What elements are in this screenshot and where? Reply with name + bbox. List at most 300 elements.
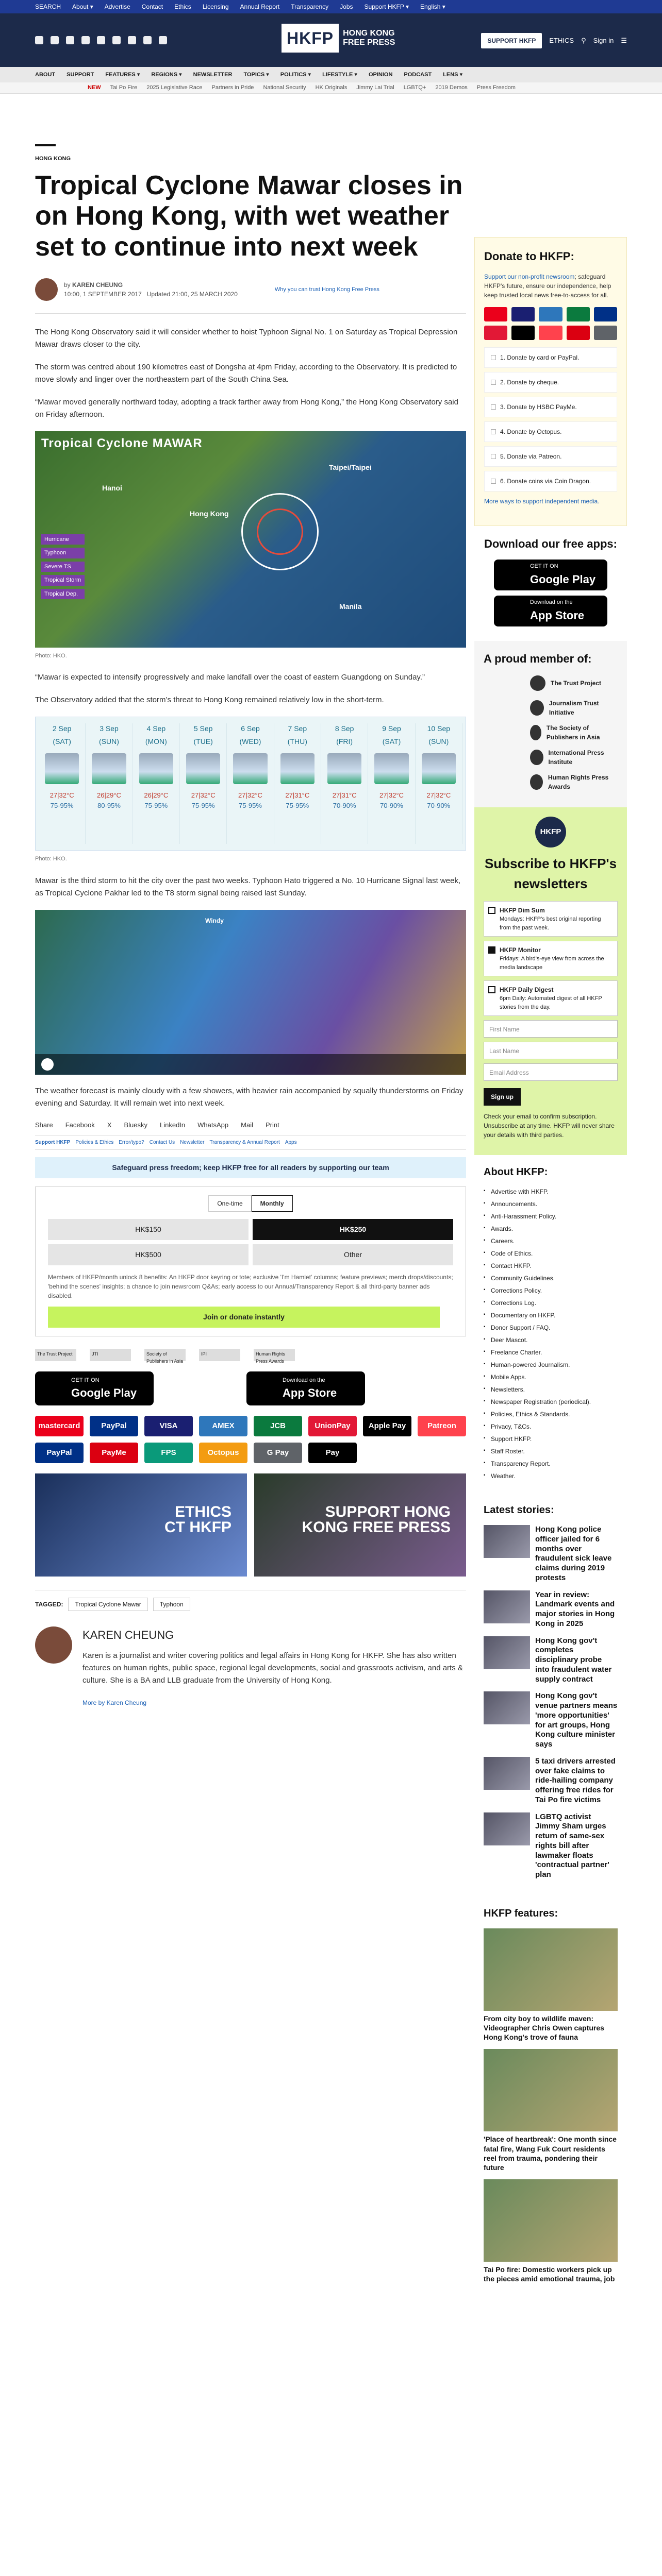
about-link[interactable]: ▪ Advertise with HKFP. bbox=[484, 1187, 618, 1196]
share-facebook[interactable]: Facebook bbox=[65, 1121, 95, 1129]
newsletter-option[interactable] bbox=[484, 941, 618, 976]
byline-text bbox=[64, 280, 238, 299]
about-link[interactable]: ▪ Transparency Report. bbox=[484, 1459, 618, 1468]
chevron-icon bbox=[491, 429, 496, 434]
forecast-date: 4 Sep bbox=[146, 724, 166, 733]
article-tags bbox=[35, 1590, 466, 1611]
forecast-date: 5 Sep bbox=[193, 724, 213, 733]
footer-link[interactable]: Newsletter bbox=[180, 1140, 205, 1146]
share-bluesky[interactable]: Bluesky bbox=[124, 1121, 147, 1129]
member-logo[interactable] bbox=[530, 773, 618, 791]
donate-option-label: 1. Donate by card or PayPal. bbox=[500, 354, 580, 361]
nav-newsletter[interactable]: NEWSLETTER bbox=[193, 71, 233, 78]
chevron-icon bbox=[491, 454, 496, 459]
amount-options bbox=[48, 1219, 453, 1265]
first-name-field[interactable]: First Name bbox=[484, 1020, 618, 1038]
payment-logo: PayPal bbox=[35, 1443, 84, 1463]
play-icon[interactable] bbox=[41, 1058, 54, 1071]
instagram-icon[interactable] bbox=[66, 36, 74, 44]
about-link[interactable]: ▪ Support HKFP. bbox=[484, 1434, 618, 1444]
chevron-icon bbox=[491, 404, 496, 410]
story-item[interactable] bbox=[484, 1636, 618, 1685]
donate-widget bbox=[474, 237, 627, 526]
checkbox[interactable] bbox=[488, 907, 495, 914]
embed-controls bbox=[35, 1054, 466, 1075]
site-header bbox=[0, 13, 662, 67]
city-label: Taipei/Taipei bbox=[329, 463, 372, 471]
forecast-humidity: 70-90% bbox=[333, 801, 356, 809]
article-title: Tropical Cyclone Mawar closes in on Hong Kong, with wet weather set to continue into next week bbox=[35, 170, 463, 262]
story-headline[interactable]: Hong Kong gov't completes disciplinary probe into fraudulent water supply contract bbox=[535, 1636, 612, 1684]
logo-wordmark bbox=[343, 29, 395, 47]
about-link[interactable]: ▪ Staff Roster. bbox=[484, 1447, 618, 1456]
story-item[interactable] bbox=[484, 1590, 618, 1629]
membership-widget bbox=[474, 641, 627, 807]
banner-text: SUPPORT HONG KONG FREE PRESS bbox=[302, 1503, 451, 1536]
donate-option[interactable] bbox=[484, 372, 617, 393]
util-about[interactable]: About ▾ bbox=[72, 3, 93, 10]
footer-link[interactable]: Support HKFP bbox=[35, 1140, 71, 1146]
more-ways-link[interactable]: More ways to support independent media. bbox=[484, 498, 600, 505]
logo-mark: HKFP bbox=[282, 24, 339, 53]
story-thumbnail[interactable] bbox=[484, 1525, 530, 1558]
new-badge: NEW bbox=[88, 84, 101, 91]
trending-item[interactable]: HK Originals bbox=[315, 84, 347, 91]
payment-logo: Pay bbox=[308, 1443, 357, 1463]
nav-topics[interactable]: TOPICS ▾ bbox=[243, 71, 269, 78]
partner-logo[interactable]: IPI bbox=[199, 1349, 240, 1361]
forecast-date: 6 Sep bbox=[241, 724, 260, 733]
share-whatsapp[interactable]: WhatsApp bbox=[197, 1121, 229, 1129]
forecast-day bbox=[180, 723, 227, 844]
forecast-day bbox=[416, 723, 462, 844]
trending-nav bbox=[0, 82, 662, 94]
facebook-icon[interactable] bbox=[35, 36, 43, 44]
util-licensing[interactable]: Licensing bbox=[202, 3, 229, 10]
share-x[interactable]: X bbox=[107, 1121, 112, 1129]
nav-regions[interactable]: REGIONS ▾ bbox=[151, 71, 182, 78]
payme-icon bbox=[567, 326, 590, 340]
feature-headline[interactable]: From city boy to wildlife maven: Videographer Chris Owen captures Hong Kong's trove of fauna bbox=[484, 2014, 604, 2042]
search-link[interactable]: SEARCH bbox=[35, 3, 61, 10]
newsletter-option[interactable] bbox=[484, 901, 618, 937]
legend-item: Tropical Dep. bbox=[41, 589, 85, 600]
donate-option-label: 2. Donate by cheque. bbox=[500, 379, 559, 386]
support-banner[interactable] bbox=[254, 1473, 466, 1577]
threads-icon[interactable] bbox=[143, 36, 152, 44]
logo-line-1: HONG KONG bbox=[343, 29, 395, 38]
jcb-icon bbox=[567, 307, 590, 321]
city-label: Hanoi bbox=[102, 483, 122, 492]
visa-icon bbox=[511, 307, 535, 321]
forecast-weekday: (WED) bbox=[239, 737, 261, 746]
member-name: The Society of Publishers in Asia bbox=[546, 724, 600, 741]
legend-item: Hurricane bbox=[41, 534, 85, 545]
windy-logo: Windy bbox=[205, 917, 224, 924]
story-thumbnail[interactable] bbox=[484, 1636, 530, 1669]
weather-icon bbox=[139, 753, 173, 784]
forecast-day bbox=[133, 723, 180, 844]
donate-note-link[interactable]: Support our non-profit newsroom bbox=[484, 273, 575, 280]
story-thumbnail[interactable] bbox=[484, 1691, 530, 1724]
util-language[interactable]: English ▾ bbox=[420, 3, 445, 10]
share-linkedin[interactable]: LinkedIn bbox=[160, 1121, 186, 1129]
newsletter-title: Subscribe to HKFP's newsletters bbox=[484, 856, 617, 891]
util-transparency[interactable]: Transparency bbox=[291, 3, 329, 10]
forecast-humidity: 75-95% bbox=[144, 801, 168, 809]
story-item[interactable] bbox=[484, 1757, 618, 1805]
search-icon[interactable]: ⚲ bbox=[581, 37, 586, 45]
donate-option-label: 5. Donate via Patreon. bbox=[500, 453, 562, 460]
safeguard-banner: Safeguard press freedom; keep HKFP free for all readers by supporting our team bbox=[35, 1157, 466, 1178]
byline bbox=[35, 278, 466, 301]
about-link[interactable]: ▪ Community Guidelines. bbox=[484, 1274, 618, 1283]
story-headline[interactable]: Hong Kong gov't venue partners means 'more opportunities' for art groups, Hong Kong culture minister says bbox=[535, 1691, 618, 1749]
features-widget bbox=[474, 1896, 627, 2300]
partner-logo[interactable]: JTI bbox=[90, 1349, 131, 1361]
nav-lifestyle[interactable]: LIFESTYLE ▾ bbox=[322, 71, 357, 78]
latest-stories-widget bbox=[474, 1493, 627, 1896]
footer-link[interactable]: Policies & Ethics bbox=[75, 1140, 114, 1146]
store-buttons bbox=[35, 1371, 466, 1405]
forecast-day bbox=[321, 723, 368, 844]
support-hkfp-button[interactable]: SUPPORT HKFP bbox=[481, 33, 542, 48]
share-print[interactable]: Print bbox=[265, 1121, 279, 1129]
about-link[interactable]: ▪ Weather. bbox=[484, 1471, 618, 1481]
join-donate-button[interactable]: Join or donate instantly bbox=[48, 1307, 440, 1328]
unionpay-icon bbox=[484, 326, 507, 340]
trending-item[interactable]: Tai Po Fire bbox=[110, 84, 138, 91]
banner-text: ETHICS CT HKFP bbox=[164, 1503, 231, 1536]
social-links bbox=[35, 36, 167, 44]
feature-headline[interactable]: 'Place of heartbreak': One month since fatal fire, Wang Fuk Court residents reel from trauma, pondering their future bbox=[484, 2135, 617, 2172]
nav-features[interactable]: FEATURES ▾ bbox=[105, 71, 140, 78]
member-logo[interactable] bbox=[530, 699, 618, 717]
donate-note bbox=[484, 272, 617, 300]
about-link[interactable]: ▪ Freelance Charter. bbox=[484, 1348, 618, 1357]
footer-link[interactable]: Error/typo? bbox=[119, 1140, 144, 1146]
checkbox[interactable] bbox=[488, 986, 495, 993]
mail-icon[interactable] bbox=[159, 36, 167, 44]
forecast-weekday: (SAT) bbox=[53, 737, 71, 746]
donate-note-text: ; safeguard HKFP's future, ensure our independence, help keep trusted local news free-to-access for all. bbox=[484, 273, 611, 299]
about-link[interactable]: ▪ Policies, Ethics & Standards. bbox=[484, 1410, 618, 1419]
feature-image[interactable] bbox=[484, 1928, 618, 2011]
payment-logo: mastercard bbox=[35, 1416, 84, 1436]
forecast-weekday: (FRI) bbox=[336, 737, 353, 746]
about-link[interactable]: ▪ Announcements. bbox=[484, 1199, 618, 1209]
newsletter-desc: Fridays: A bird's-eye view from across the media landscape bbox=[500, 956, 604, 971]
windy-embed[interactable] bbox=[35, 910, 466, 1075]
story-headline[interactable]: Hong Kong police officer jailed for 6 months over fraudulent sick leave claims during 2019 protests bbox=[535, 1525, 612, 1582]
amount-option-selected[interactable]: HK$250 bbox=[253, 1219, 453, 1240]
trending-item[interactable]: LGBTQ+ bbox=[403, 84, 426, 91]
forecast-temp: 27|32°C bbox=[191, 791, 216, 800]
signup-button[interactable]: Sign up bbox=[484, 1088, 521, 1106]
apps-title: Download our free apps: bbox=[484, 537, 617, 550]
google-play-button[interactable] bbox=[494, 560, 607, 590]
menu-icon[interactable]: ☰ bbox=[621, 37, 627, 45]
story-thumbnail[interactable] bbox=[484, 1757, 530, 1790]
newsletter-widget bbox=[474, 807, 627, 1155]
paragraph: “Mawar is expected to intensify progressively and make landfall over the coast of eastern Guangdong on Sunday.” bbox=[35, 673, 425, 682]
trending-item[interactable]: National Security bbox=[263, 84, 306, 91]
patreon-icon bbox=[539, 326, 562, 340]
linkedin-icon[interactable] bbox=[112, 36, 121, 44]
feature-item[interactable] bbox=[484, 1928, 618, 2042]
about-link[interactable]: ▪ Code of Ethics. bbox=[484, 1249, 618, 1258]
chevron-icon bbox=[491, 479, 496, 484]
member-logo[interactable] bbox=[530, 724, 618, 741]
weather-icon bbox=[186, 753, 220, 784]
apple-pay-icon bbox=[511, 326, 535, 340]
forecast-weekday: (SUN) bbox=[99, 737, 119, 746]
freq-monthly[interactable]: Monthly bbox=[252, 1195, 293, 1212]
partner-logo[interactable]: Human Rights Press Awards bbox=[254, 1349, 295, 1361]
partner-logo[interactable]: The Trust Project bbox=[35, 1349, 76, 1361]
divider bbox=[35, 313, 466, 314]
footer-link[interactable]: Transparency & Annual Report bbox=[209, 1140, 280, 1146]
partner-logos bbox=[35, 1349, 466, 1364]
newsletter-option[interactable] bbox=[484, 980, 618, 1016]
about-link[interactable]: ▪ Corrections Log. bbox=[484, 1298, 618, 1308]
payment-logo: Octopus bbox=[199, 1443, 247, 1463]
frequency-toggle bbox=[48, 1195, 453, 1212]
amount-option[interactable]: Other bbox=[253, 1244, 453, 1265]
forecast-temp: 27|31°C bbox=[285, 791, 310, 800]
about-link[interactable]: ▪ Deer Mascot. bbox=[484, 1335, 618, 1345]
telegram-icon[interactable] bbox=[128, 36, 136, 44]
google-play-button[interactable] bbox=[35, 1371, 154, 1405]
weather-icon bbox=[374, 753, 408, 784]
checkbox-checked[interactable] bbox=[488, 946, 495, 954]
paragraph: The Observatory added that the storm’s threat to Hong Kong remained relatively low in the short-term. bbox=[35, 696, 384, 705]
by-label: by bbox=[64, 281, 71, 289]
about-link[interactable]: ▪ Corrections Policy. bbox=[484, 1286, 618, 1295]
store-big-text: Google Play bbox=[71, 1386, 137, 1400]
site-logo[interactable] bbox=[282, 24, 395, 53]
hkfp-logo: HKFP bbox=[535, 817, 566, 848]
donate-option-label: 3. Donate by HSBC PayMe. bbox=[500, 403, 577, 411]
amount-option[interactable]: HK$500 bbox=[48, 1244, 249, 1265]
trending-item[interactable]: 2019 Demos bbox=[435, 84, 468, 91]
forecast-weekday: (THU) bbox=[287, 737, 307, 746]
google-pay-icon bbox=[594, 326, 617, 340]
last-name-field[interactable]: Last Name bbox=[484, 1042, 618, 1059]
about-link[interactable]: ▪ Privacy, T&Cs. bbox=[484, 1422, 618, 1431]
feature-image[interactable] bbox=[484, 2049, 618, 2131]
about-link[interactable]: ▪ Donor Support / FAQ. bbox=[484, 1323, 618, 1332]
store-big-text: App Store bbox=[283, 1386, 337, 1400]
author-name[interactable]: KAREN CHEUNG bbox=[82, 1629, 174, 1642]
about-list bbox=[484, 1187, 618, 1481]
image-caption: Photo: HKO. bbox=[35, 856, 67, 862]
forecast-humidity: 70-90% bbox=[427, 801, 451, 809]
email-field[interactable]: Email Address bbox=[484, 1063, 618, 1081]
footer-link[interactable]: Apps bbox=[285, 1140, 297, 1146]
weather-icon bbox=[280, 753, 315, 784]
newsletter-note: Check your email to confirm subscription. Unsubscribe at any time. HKFP will never share your details with third parties. bbox=[484, 1113, 615, 1139]
trending-item[interactable]: Jimmy Lai Trial bbox=[356, 84, 394, 91]
paragraph: The Hong Kong Observatory said it will consider whether to hoist Typhoon Signal No. 1 on Saturday as Tropical Depression Mawar draws closer to the city. bbox=[35, 327, 458, 349]
author-box bbox=[35, 1626, 466, 1709]
newsletter-desc: 6pm Daily: Automated digest of all HKFP stories from the day. bbox=[500, 995, 602, 1010]
payment-logo: AMEX bbox=[199, 1416, 247, 1436]
features-list bbox=[484, 1928, 618, 2284]
forecast-day bbox=[368, 723, 415, 844]
trending-item[interactable]: Partners in Pride bbox=[211, 84, 254, 91]
feature-image[interactable] bbox=[484, 2179, 618, 2262]
article-footer-links bbox=[35, 1135, 466, 1150]
weather-icon bbox=[327, 753, 361, 784]
author-avatar[interactable] bbox=[35, 278, 58, 301]
forecast-temp: 27|32°C bbox=[49, 791, 74, 800]
sign-in-link[interactable]: Sign in bbox=[593, 37, 614, 45]
forecast-day bbox=[274, 723, 321, 844]
util-ethics[interactable]: Ethics bbox=[174, 3, 191, 10]
feature-item[interactable] bbox=[484, 2049, 618, 2172]
nav-podcast[interactable]: PODCAST bbox=[404, 71, 432, 78]
story-item[interactable] bbox=[484, 1812, 618, 1880]
more-by-author-link[interactable]: More by Karen Cheung bbox=[82, 1699, 147, 1707]
story-item[interactable] bbox=[484, 1691, 618, 1750]
hrpa-icon bbox=[530, 774, 543, 790]
author-bio: Karen is a journalist and writer covering politics and legal affairs in Hong Kong for HKFP. She has also written features on human rights, public space, regional legal developments, social and grassroots activism, and arts & culture. She is a BA and LLB graduate from the University of Hong Kong. bbox=[82, 1651, 463, 1685]
forecast-date: 10 Sep bbox=[427, 724, 451, 733]
latest-list bbox=[484, 1525, 618, 1880]
tag-link[interactable]: Tropical Cyclone Mawar bbox=[68, 1598, 147, 1611]
trust-project-icon bbox=[530, 675, 545, 691]
forecast-date: 9 Sep bbox=[382, 724, 401, 733]
about-link[interactable]: ▪ Newspaper Registration (periodical). bbox=[484, 1397, 618, 1406]
ipi-icon bbox=[530, 750, 543, 765]
story-item[interactable] bbox=[484, 1525, 618, 1583]
tag-link[interactable]: Typhoon bbox=[153, 1598, 190, 1611]
ethics-link[interactable]: ETHICS bbox=[549, 37, 574, 45]
main-nav bbox=[0, 67, 662, 82]
map-legend bbox=[41, 534, 85, 600]
section-rule bbox=[35, 144, 56, 146]
weather-icon bbox=[92, 753, 126, 784]
nav-politics[interactable]: POLITICS ▾ bbox=[280, 71, 311, 78]
youtube-icon[interactable] bbox=[97, 36, 105, 44]
nav-support[interactable]: SUPPORT bbox=[67, 71, 94, 78]
x-icon[interactable] bbox=[51, 36, 59, 44]
util-contact[interactable]: Contact bbox=[141, 3, 163, 10]
about-title: About HKFP: bbox=[484, 1166, 548, 1178]
donate-option[interactable] bbox=[484, 471, 617, 492]
bluesky-icon[interactable] bbox=[81, 36, 90, 44]
forecast-date: 8 Sep bbox=[335, 724, 354, 733]
story-headline[interactable]: Year in review: Landmark events and major stories in Hong Kong in 2025 bbox=[535, 1590, 615, 1628]
payment-logo: UnionPay bbox=[308, 1416, 357, 1436]
share-mail[interactable]: Mail bbox=[241, 1121, 253, 1129]
about-link[interactable]: ▪ Contact HKFP. bbox=[484, 1261, 618, 1270]
sidebar bbox=[474, 237, 627, 2300]
paragraph: The storm was centred about 190 kilometres east of Dongsha at 4pm Friday, according to the Observatory. It is predicted to move slowly and linger over the northeastern part of the South China Sea. bbox=[35, 362, 457, 384]
member-logo[interactable] bbox=[530, 749, 618, 766]
about-link[interactable]: ▪ Anti-Harassment Policy. bbox=[484, 1212, 618, 1221]
forecast-humidity: 75-95% bbox=[239, 801, 262, 809]
city-label: Hong Kong bbox=[190, 509, 229, 518]
trending-item[interactable]: Press Freedom bbox=[476, 84, 516, 91]
newsletter-name: HKFP Monitor bbox=[500, 946, 541, 954]
story-headline[interactable]: 5 taxi drivers arrested over fake claims to ride-hailing company offering free rides for Tai Po fire victims bbox=[535, 1756, 616, 1804]
util-jobs[interactable]: Jobs bbox=[340, 3, 353, 10]
util-support[interactable]: Support HKFP ▾ bbox=[364, 3, 409, 10]
about-link[interactable]: ▪ Mobile Apps. bbox=[484, 1372, 618, 1382]
nav-lens[interactable]: LENS ▾ bbox=[443, 71, 463, 78]
trending-item[interactable]: 2025 Legislative Race bbox=[146, 84, 203, 91]
feature-headline[interactable]: Tai Po fire: Domestic workers pick up the pieces amid emotional trauma, job bbox=[484, 2265, 615, 2283]
story-thumbnail[interactable] bbox=[484, 1590, 530, 1623]
cyclone-track-map bbox=[35, 431, 466, 648]
story-headline[interactable]: LGBTQ activist Jimmy Sham urges return of same-sex rights bill after lawmaker floats 'contractual partner' plan bbox=[535, 1812, 609, 1879]
about-link[interactable]: ▪ Human-powered Journalism. bbox=[484, 1360, 618, 1369]
weather-icon bbox=[422, 753, 456, 784]
partner-logo[interactable]: Society of Publishers in Asia bbox=[144, 1349, 186, 1361]
forecast-humidity: 70-90% bbox=[380, 801, 403, 809]
forecast-temp: 27|32°C bbox=[426, 791, 451, 800]
author-avatar[interactable] bbox=[35, 1626, 72, 1664]
donate-option[interactable] bbox=[484, 347, 617, 368]
story-thumbnail[interactable] bbox=[484, 1812, 530, 1845]
payment-logo: Patreon bbox=[418, 1416, 466, 1436]
tagged-label: TAGGED: bbox=[35, 1601, 63, 1608]
about-link[interactable]: ▪ Careers. bbox=[484, 1236, 618, 1246]
forecast-humidity: 75-95% bbox=[286, 801, 309, 809]
donate-option[interactable] bbox=[484, 446, 617, 467]
payment-logo: PayPal bbox=[90, 1416, 138, 1436]
nav-about[interactable]: ABOUT bbox=[35, 71, 56, 78]
about-link[interactable]: ▪ Documentary on HKFP. bbox=[484, 1311, 618, 1320]
forecast-day bbox=[86, 723, 133, 844]
image-caption: Photo: HKO. bbox=[35, 652, 67, 659]
store-small-text: GET IT ON bbox=[71, 1377, 100, 1383]
sopa-icon bbox=[530, 725, 541, 740]
city-label: Manila bbox=[339, 602, 362, 611]
amount-option[interactable]: HK$150 bbox=[48, 1219, 249, 1240]
section-label[interactable]: HONG KONG bbox=[35, 156, 71, 162]
forecast-weekday: (SUN) bbox=[428, 737, 449, 746]
newsletter-desc: Mondays: HKFP's best original reporting from the past week. bbox=[500, 916, 601, 931]
footer-link[interactable]: Contact Us bbox=[149, 1140, 175, 1146]
trust-link[interactable]: Why you can trust Hong Kong Free Press bbox=[274, 286, 379, 293]
util-advertise[interactable]: Advertise bbox=[104, 3, 130, 10]
feature-item[interactable] bbox=[484, 2179, 618, 2283]
app-store-button[interactable] bbox=[494, 596, 607, 626]
app-store-button[interactable] bbox=[246, 1371, 365, 1405]
about-link[interactable]: ▪ Newsletters. bbox=[484, 1385, 618, 1394]
freq-one-time[interactable]: One-time bbox=[208, 1195, 251, 1212]
donate-option[interactable] bbox=[484, 421, 617, 442]
about-link[interactable]: ▪ Awards. bbox=[484, 1224, 618, 1233]
author-link[interactable]: KAREN CHEUNG bbox=[72, 281, 123, 289]
chevron-icon bbox=[491, 355, 496, 360]
nav-opinion[interactable]: OPINION bbox=[368, 71, 393, 78]
share-bar bbox=[35, 1120, 466, 1130]
weather-icon bbox=[45, 753, 79, 784]
storm-core bbox=[257, 509, 303, 555]
member-logo[interactable] bbox=[530, 674, 618, 692]
updated-date: Updated 21:00, 25 MARCH 2020 bbox=[146, 290, 238, 298]
publish-date: 10:00, 1 SEPTEMBER 2017 bbox=[64, 290, 142, 298]
donate-option[interactable] bbox=[484, 397, 617, 417]
weather-icon bbox=[233, 753, 267, 784]
member-name: Journalism Trust Initiative bbox=[549, 700, 599, 716]
util-annual-report[interactable]: Annual Report bbox=[240, 3, 280, 10]
ethics-banner[interactable] bbox=[35, 1473, 247, 1577]
